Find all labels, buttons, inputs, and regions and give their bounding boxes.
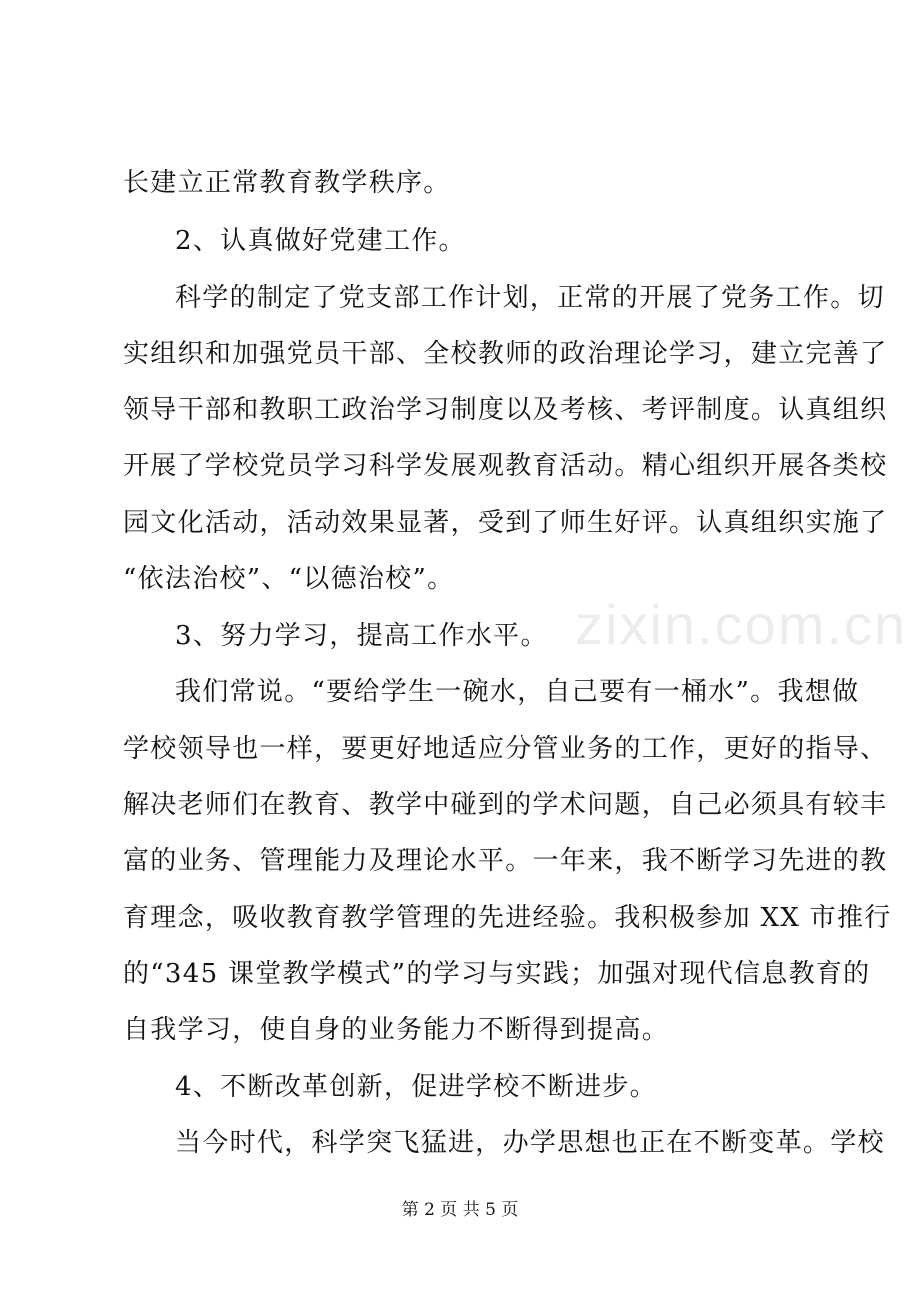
text-line-10: 我们常说。“要给学生一碗水，自己要有一桶水”。我想做 [175, 677, 860, 707]
page-footer: 第 2 页 共 5 页 [401, 1200, 519, 1220]
section-heading-4: 4、不断改革创新，促进学校不断进步。 [175, 1072, 657, 1102]
text-line-4: 实组织和加强党员干部、全校教师的政治理论学习，建立完善了 [123, 339, 888, 369]
text-line-13: 富的业务、管理能力及理论水平。一年来，我不断学习先进的教 [123, 846, 888, 876]
text-line-11: 学校领导也一样，要更好地适应分管业务的工作，更好的指导、 [123, 734, 888, 764]
section-heading-3: 3、努力学习，提高工作水平。 [175, 621, 548, 651]
text-line-16: 自我学习，使自身的业务能力不断得到提高。 [123, 1015, 670, 1045]
text-line-6: 开展了学校党员学习科学发展观教育活动。精心组织开展各类校 [123, 451, 888, 481]
watermark: zixin.com.cn [575, 593, 908, 656]
text-line-7: 园文化活动，活动效果显著，受到了师生好评。认真组织实施了 [123, 508, 888, 538]
text-line-1: 长建立正常教育教学秩序。 [123, 168, 451, 198]
text-line-3: 科学的制定了党支部工作计划，正常的开展了党务工作。切 [175, 283, 885, 313]
section-heading-2: 2、认真做好党建工作。 [175, 226, 466, 256]
text-line-12: 解决老师们在教育、教学中碰到的学术问题，自己必须具有较丰 [123, 790, 888, 820]
text-line-14: 育理念，吸收教育教学管理的先进经验。我积极参加 XX 市推行 [123, 903, 892, 933]
text-line-8: “依法治校”、“以德治校”。 [123, 564, 455, 594]
text-line-18: 当今时代，科学突飞猛进，办学思想也正在不断变革。学校 [175, 1128, 885, 1158]
text-line-15: 的“345 课堂教学模式”的学习与实践；加强对现代信息教育的 [123, 959, 871, 989]
text-line-5: 领导干部和教职工政治学习制度以及考核、考评制度。认真组织 [123, 395, 888, 425]
